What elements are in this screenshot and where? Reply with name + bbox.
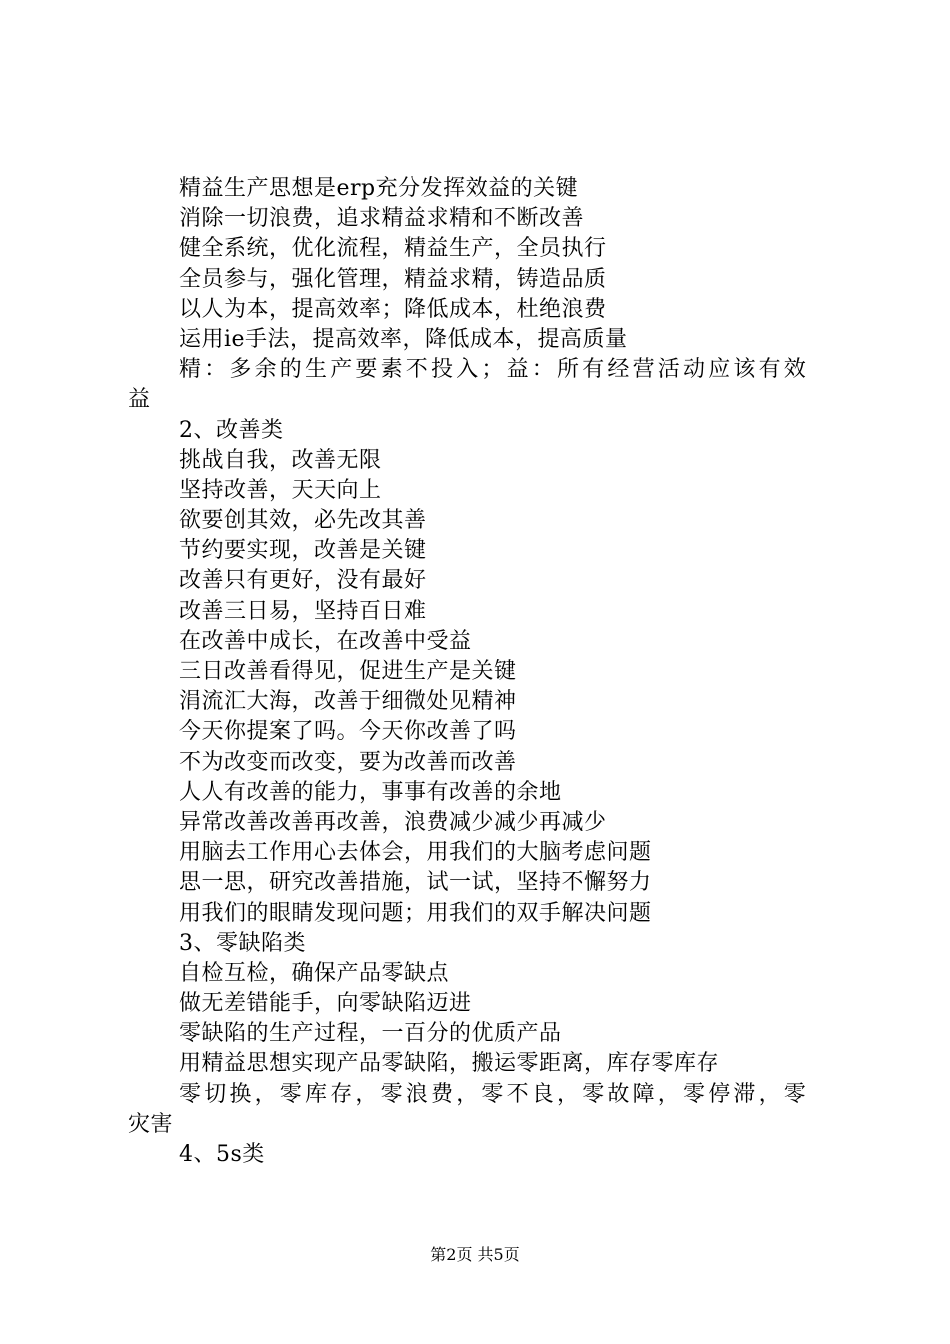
text-line: 以人为本，提高效率；降低成本，杜绝浪费 [179,296,607,322]
text-line: 精益生产思想是erp充分发挥效益的关键 [179,176,579,201]
text-line: 用精益思想实现产品零缺陷，搬运零距离，库存零库存 [179,1051,720,1077]
text-line: 思一思，研究改善措施，试一试，坚持不懈努力 [179,870,652,896]
text-line: 运用ie手法，提高效率，降低成本，提高质量 [179,326,628,352]
text-line: 零缺陷的生产过程，一百分的优质产品 [179,1021,562,1047]
text-line: 不为改变而改变，要为改善而改善 [179,749,517,775]
document-body [128,174,828,1170]
text-line: 3、零缺陷类 [179,930,306,956]
text-line: 益 [128,387,151,413]
text-line: 4、5s类 [179,1142,265,1167]
page-footer: 第2页 共5页 [430,1245,520,1264]
text-line: 灾害 [128,1111,174,1137]
text-line: 2、改善类 [179,417,284,443]
text-line: 节约要实现，改善是关键 [179,538,427,564]
text-line: 改善只有更好，没有最好 [179,568,427,594]
text-line: 用我们的眼睛发现问题；用我们的双手解决问题 [179,900,652,926]
text-line: 在改善中成长，在改善中受益 [179,628,472,654]
text-line: 零切换，零库存，零浪费，零不良，零故障，零停滞，零 [179,1081,810,1107]
text-line: 异常改善改善再改善，浪费减少减少再减少 [179,809,607,835]
text-line: 欲要创其效，必先改其善 [179,508,427,534]
text-line: 健全系统，优化流程，精益生产，全员执行 [179,236,607,262]
text-line: 三日改善看得见，促进生产是关键 [179,659,517,684]
text-line: 涓流汇大海，改善于细微处见精神 [179,689,517,715]
text-line: 改善三日易，坚持百日难 [179,598,427,624]
text-line: 自检互检，确保产品零缺点 [179,960,450,986]
text-line: 人人有改善的能力，事事有改善的余地 [179,779,562,805]
text-line: 做无差错能手，向零缺陷迈进 [179,991,472,1017]
text-line: 今天你提案了吗。今天你改善了吗 [179,719,517,745]
text-line: 挑战自我，改善无限 [179,447,382,473]
text-line: 消除一切浪费，追求精益求精和不断改善 [179,206,585,232]
text-line: 全员参与，强化管理，精益求精，铸造品质 [179,266,607,292]
text-line: 用脑去工作用心去体会，用我们的大脑考虑问题 [179,840,652,866]
text-line: 坚持改善，天天向上 [179,477,382,503]
text-line: 精：多余的生产要素不投入；益：所有经营活动应该有效 [179,357,810,383]
